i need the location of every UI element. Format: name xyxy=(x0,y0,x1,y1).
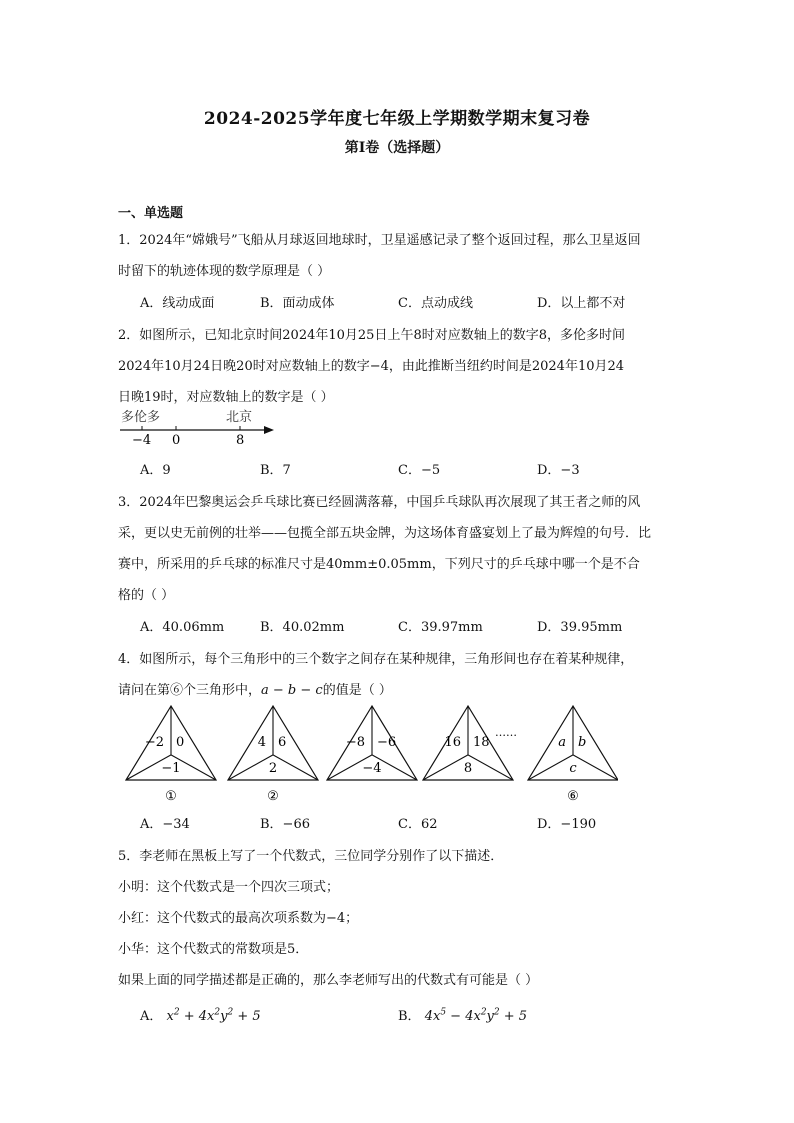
q1-option-d[interactable]: D．以上都不对 xyxy=(537,296,626,311)
page-title: 2024-2025学年度七年级上学期数学期末复习卷 xyxy=(203,109,591,129)
q4-stem-line: 4．如图所示，每个三角形中的三个数字之间存在某种规律，三角形间也存在着某种规律， xyxy=(118,652,634,667)
triangle-value-b: −6 xyxy=(377,735,397,750)
triangle-value-b: b xyxy=(578,735,587,750)
triangle-label: ② xyxy=(267,789,279,804)
q4-stem-text: 请问在第⑥个三角形中， xyxy=(118,683,262,698)
triangle-divider xyxy=(228,755,273,780)
q5-option-b-expression: $4x^5 - 4x^2y^2 + 5$ xyxy=(424,1007,528,1024)
numberline-tick-label: −4 xyxy=(132,433,152,448)
triangle-divider xyxy=(423,755,468,780)
q1-stem-line: 1．2024年“嫦娥号”飞船从月球返回地球时，卫星遥感记录了整个返回过程，那么卫星返回 xyxy=(118,233,641,248)
q4-option-b[interactable]: B．−66 xyxy=(260,817,310,832)
page-subtitle: 第Ⅰ卷（选择题） xyxy=(344,140,450,156)
q3-option-c[interactable]: C．39.97mm xyxy=(398,620,483,635)
q5-option-a-expression: $x^2 + 4x^2y^2 + 5$ xyxy=(166,1007,261,1024)
triangle-label: ① xyxy=(165,789,177,804)
triangle-pattern-figure xyxy=(118,700,618,808)
q2-option-a[interactable]: A．9 xyxy=(140,463,171,478)
q4-option-d[interactable]: D．−190 xyxy=(537,817,597,832)
q3-stem-line: 格的（ ） xyxy=(118,588,175,603)
q5-stem-line: 5．李老师在黑板上写了一个代数式，三位同学分别作了以下描述． xyxy=(118,849,504,864)
triangle-value-c: 2 xyxy=(268,761,278,776)
q4-option-a[interactable]: A．−34 xyxy=(140,817,190,832)
q2-option-b[interactable]: B．7 xyxy=(260,463,291,478)
triangle-value-c: −1 xyxy=(161,761,181,776)
q5-option-b-label: B． xyxy=(398,1009,421,1024)
triangle-value-c: c xyxy=(569,761,577,776)
q2-stem-line: 日晚19时，对应数轴上的数字是（ ） xyxy=(118,390,334,405)
q3-stem-line: 3．2024年巴黎奥运会乒乓球比赛已经圆满落幕，中国乒乓球队再次展现了其王者之师的风 xyxy=(118,495,641,510)
triangle-divider xyxy=(528,755,573,780)
triangle-divider xyxy=(468,755,513,780)
numberline-label-toronto: 多伦多 xyxy=(121,410,161,425)
section-heading: 一、单选题 xyxy=(118,206,184,221)
q2-stem-line: 2．如图所示，已知北京时间2024年10月25日上午8时对应数轴上的数字8，多伦多时间 xyxy=(118,328,625,343)
q5-option-a[interactable] xyxy=(140,1005,261,1024)
q1-option-b[interactable]: B．面动成体 xyxy=(260,296,335,311)
q5-stem-line: 如果上面的同学描述都是正确的，那么李老师写出的代数式有可能是（ ） xyxy=(118,973,539,988)
q5-option-a-label: A． xyxy=(140,1009,163,1024)
q5-option-b[interactable] xyxy=(398,1005,527,1024)
triangle-ellipsis: …… xyxy=(495,726,517,739)
q2-option-d[interactable]: D．−3 xyxy=(537,463,580,478)
triangle-value-b: 0 xyxy=(176,735,185,750)
q1-stem-line: 时留下的轨迹体现的数学原理是（ ） xyxy=(118,264,331,279)
q4-stem-tail: 的值是（ ） xyxy=(322,683,392,698)
numberline-tick-label: 0 xyxy=(172,433,181,448)
q3-option-b[interactable]: B．40.02mm xyxy=(260,620,345,635)
triangle-value-a: −8 xyxy=(345,735,365,750)
triangle-value-a: 4 xyxy=(257,735,266,750)
triangle-value-b: 6 xyxy=(278,735,287,750)
q5-stem-line: 小明：这个代数式是一个四次三项式； xyxy=(118,880,340,895)
triangle-value-a: −2 xyxy=(144,735,164,750)
q2-stem-line: 2024年10月24日晚20时对应数轴上的数字−4，由此推断当纽约时间是2024年10月24 xyxy=(118,359,625,374)
q2-option-c[interactable]: C．−5 xyxy=(398,463,441,478)
q1-option-c[interactable]: C．点动成线 xyxy=(398,296,473,311)
triangle-value-c: −4 xyxy=(362,761,382,776)
numberline-arrow xyxy=(264,426,274,434)
triangle-value-a: 16 xyxy=(444,735,461,750)
q5-stem-line: 小红：这个代数式的最高次项系数为−4； xyxy=(118,911,359,926)
triangle-label: ⑥ xyxy=(567,789,579,804)
triangle-divider xyxy=(573,755,618,780)
triangle-divider xyxy=(273,755,318,780)
q4-expression: a − b − c xyxy=(261,683,323,698)
triangle-value-a: a xyxy=(558,735,566,750)
q3-option-a[interactable]: A．40.06mm xyxy=(140,620,225,635)
q4-option-c[interactable]: C．62 xyxy=(398,817,438,832)
q4-stem-line xyxy=(118,679,678,698)
triangle-value-b: 18 xyxy=(473,735,490,750)
number-line-figure xyxy=(118,406,283,448)
numberline-label-beijing: 北京 xyxy=(226,410,253,425)
q3-stem-line: 赛中，所采用的乒乓球的标准尺寸是40mm±0.05mm，下列尺寸的乒乓球中哪一个是不合 xyxy=(118,557,640,572)
q3-option-d[interactable]: D．39.95mm xyxy=(537,620,623,635)
q5-stem-line: 小华：这个代数式的常数项是5． xyxy=(118,942,309,957)
q3-stem-line: 采，更以史无前例的壮举——包揽全部五块金牌，为这场体育盛宴划上了最为辉煌的句号．比 xyxy=(118,526,652,541)
triangle-value-c: 8 xyxy=(463,761,473,776)
q1-option-a[interactable]: A．线动成面 xyxy=(140,296,215,311)
numberline-tick-label: 8 xyxy=(236,433,245,448)
